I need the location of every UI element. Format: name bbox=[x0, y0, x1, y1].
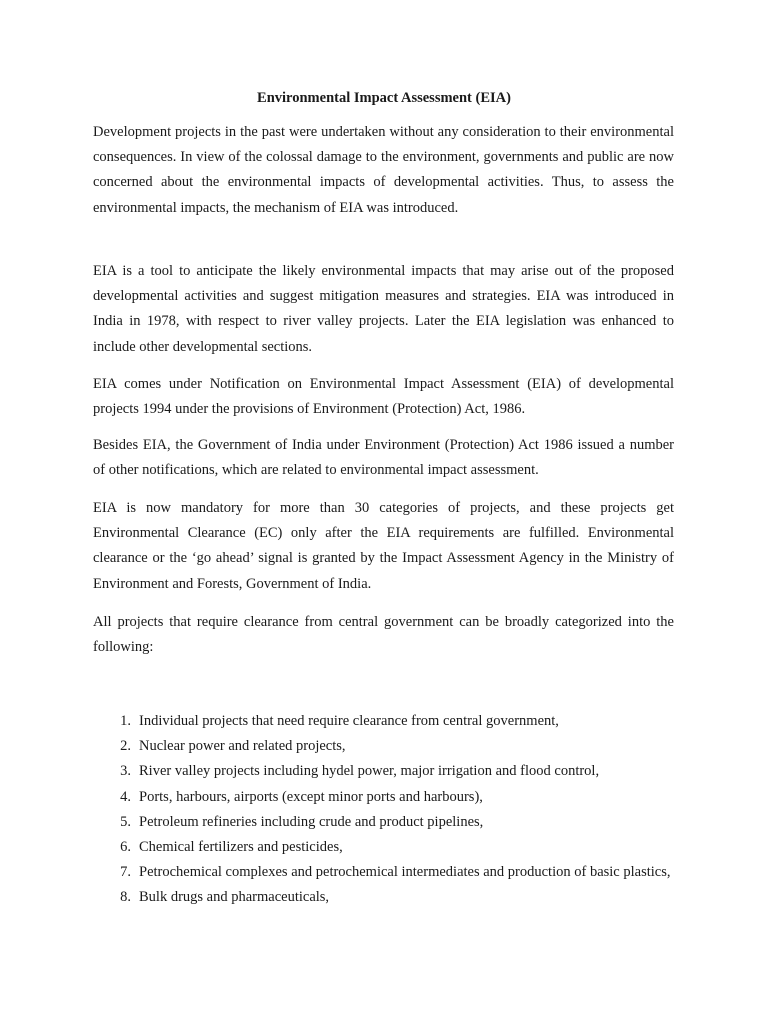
list-item bbox=[93, 810, 674, 835]
paragraph-other-notifications: Besides EIA, the Government of India under Environment (Protection) Act 1986 issued a number of other notifications, which are related to environmental impact assessment. bbox=[93, 437, 674, 479]
list-item bbox=[93, 759, 674, 784]
list-item-text: Ports, harbours, airports (except minor ports and harbours), bbox=[139, 788, 483, 805]
paragraph-notification: EIA comes under Notification on Environmental Impact Assessment (EIA) of developmental projects 1994 under the provisions of Environment (Protection) Act, 1986. bbox=[93, 376, 674, 418]
list-item-number: 7. bbox=[120, 864, 131, 881]
list-item-number: 5. bbox=[120, 813, 131, 830]
paragraph-intro: Development projects in the past were undertaken without any consideration to their environmental consequences. In view of the colossal damage to the environment, governments and public are now concerned about the environmental impacts of developmental activities. Thus, to assess the environmental impacts, the mechanism of EIA was introduced. bbox=[93, 124, 674, 216]
list-item-text: River valley projects including hydel power, major irrigation and flood control, bbox=[139, 763, 600, 780]
list-item-number: 2. bbox=[120, 738, 131, 755]
list-item bbox=[93, 860, 674, 885]
list-item bbox=[93, 785, 674, 810]
list-item-number: 3. bbox=[120, 763, 131, 780]
list-item bbox=[93, 709, 674, 734]
paragraph-eia-tool: EIA is a tool to anticipate the likely environmental impacts that may arise out of the proposed developmental activities and suggest mitigation measures and strategies. EIA was introduced in India in 1978, with respect to river valley projects. Later the EIA legislation was enhanced to include other developmental sections. bbox=[93, 263, 674, 355]
paragraph-mandatory: EIA is now mandatory for more than 30 categories of projects, and these projects get Environmental Clearance (EC) only after the EIA requirements are fulfilled. Environmental clearance or the ‘go ahead’ signal is granted by the Impact Assessment Agency in the Ministry of Environment and Forests, Government of India. bbox=[93, 500, 674, 592]
list-item-number: 1. bbox=[120, 713, 131, 729]
project-category-list bbox=[93, 709, 674, 911]
document-title: Environmental Impact Assessment (EIA) bbox=[257, 90, 511, 106]
list-item bbox=[93, 885, 674, 910]
list-item-text: Chemical fertilizers and pesticides, bbox=[139, 839, 343, 856]
list-item-text: Nuclear power and related projects, bbox=[139, 738, 346, 755]
list-item-number: 6. bbox=[120, 839, 131, 856]
list-item bbox=[93, 734, 674, 759]
list-item-number: 8. bbox=[120, 889, 131, 906]
paragraph-categories-intro: All projects that require clearance from central government can be broadly categorized into the following: bbox=[93, 614, 674, 656]
list-item-text: Petroleum refineries including crude and product pipelines, bbox=[139, 813, 484, 830]
list-item-number: 4. bbox=[120, 788, 131, 805]
list-item-text: Individual projects that need require clearance from central government, bbox=[139, 713, 559, 729]
list-item-text: Petrochemical complexes and petrochemical intermediates and production of basic plastics, bbox=[139, 864, 671, 881]
list-item bbox=[93, 835, 674, 860]
list-item-text: Bulk drugs and pharmaceuticals, bbox=[139, 889, 330, 906]
